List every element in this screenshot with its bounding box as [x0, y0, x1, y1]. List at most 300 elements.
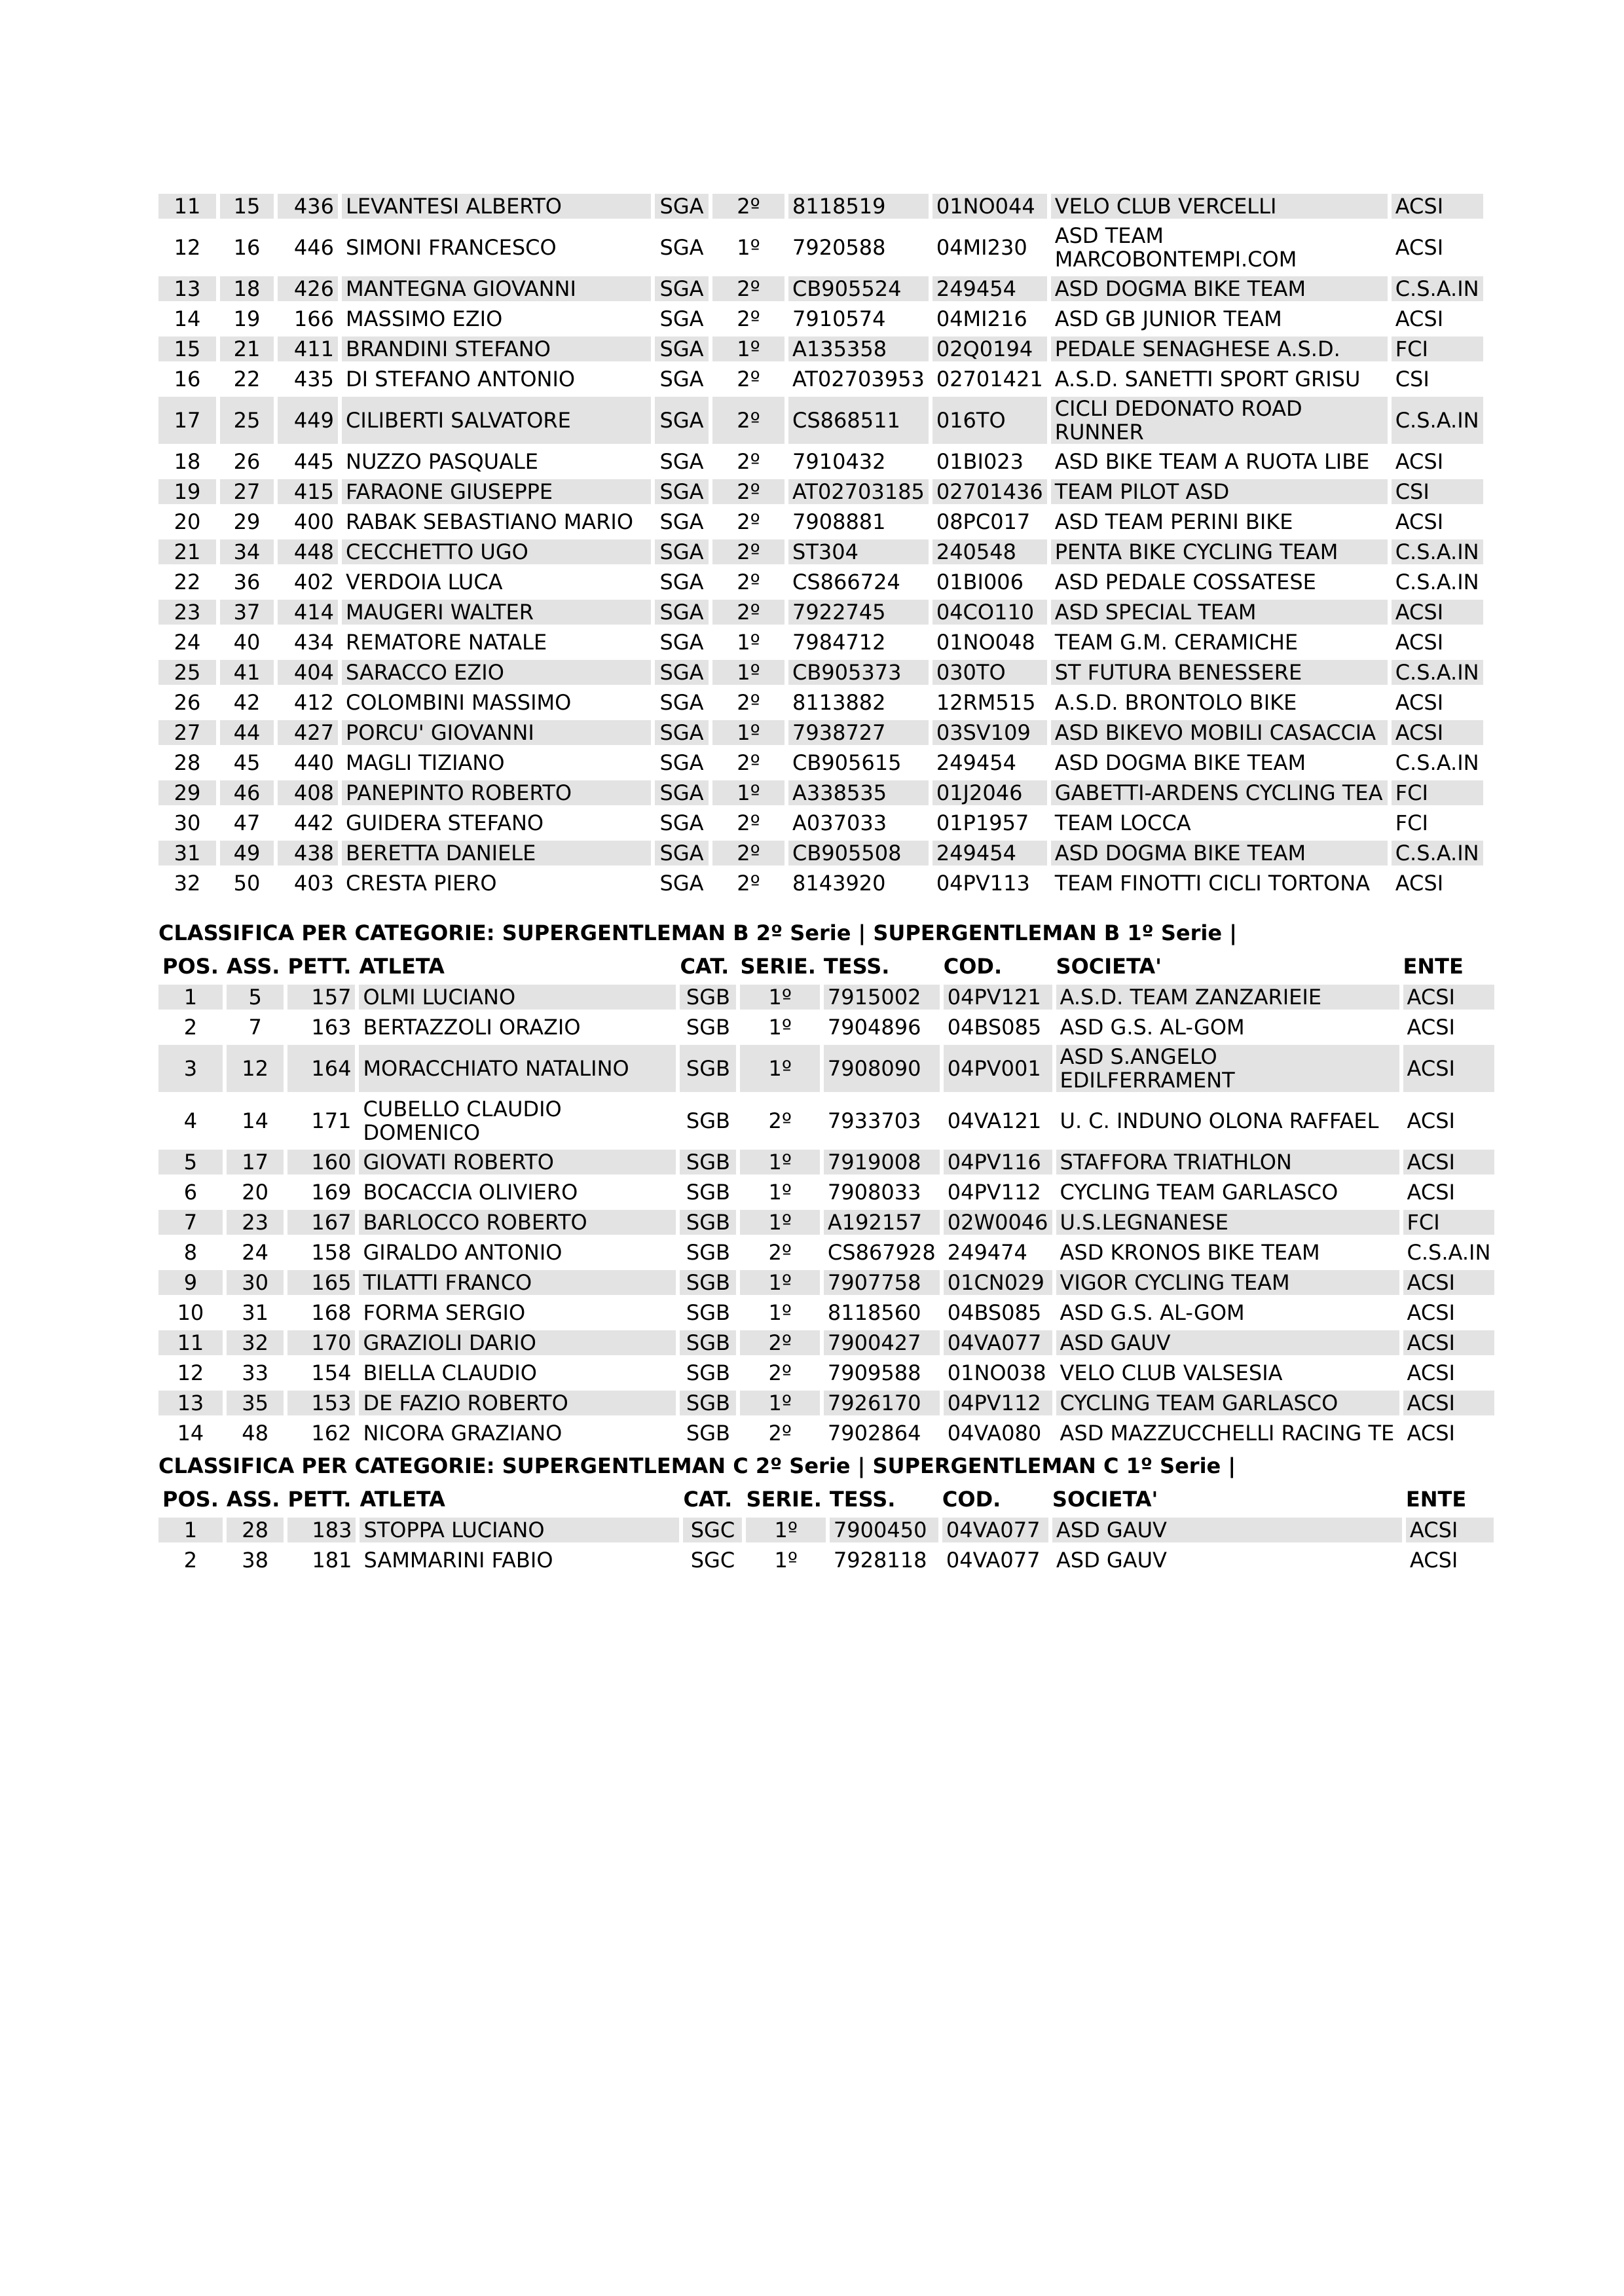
cell-serie: 2º: [709, 811, 784, 835]
cell-pett: 157: [284, 985, 355, 1010]
cell-cat: SGA: [651, 306, 709, 331]
cell-tess: AT02703953: [784, 367, 929, 392]
cell-serie: 1º: [709, 224, 784, 271]
cell-cod: 01BI006: [929, 570, 1047, 594]
cell-cod: 04PV112: [940, 1391, 1052, 1415]
cell-cat: SGB: [676, 1240, 736, 1265]
results-body: [158, 985, 1494, 1446]
cell-cat: SGA: [651, 397, 709, 444]
cell-ente: ACSI: [1402, 1518, 1494, 1542]
cell-pos: 29: [158, 780, 216, 805]
cell-serie: 2º: [709, 750, 784, 775]
table-row: [158, 1097, 1494, 1144]
cell-ente: FCI: [1388, 811, 1483, 835]
cell-pos: 13: [158, 1391, 223, 1415]
cell-ass: 27: [216, 479, 274, 504]
cell-societa: ASD DOGMA BIKE TEAM: [1047, 750, 1388, 775]
cell-tess: 7902864: [820, 1421, 940, 1446]
column-header-ass: ASS.: [226, 954, 280, 979]
cell-ente: ACSI: [1399, 1270, 1495, 1295]
results-header: [158, 1486, 1494, 1512]
cell-ass: 47: [216, 811, 274, 835]
cell-societa: VELO CLUB VERCELLI: [1047, 194, 1388, 219]
results-body: [158, 194, 1483, 896]
cell-pos: 19: [158, 479, 216, 504]
cell-pett: 170: [284, 1330, 355, 1355]
cell-cod: 249454: [929, 276, 1047, 301]
cell-pett: 403: [274, 871, 338, 896]
cell-serie: 2º: [736, 1097, 819, 1144]
cell-atleta: OLMI LUCIANO: [355, 985, 676, 1010]
column-header-ass: ASS.: [226, 1487, 280, 1512]
column-header-cod: COD.: [943, 954, 1003, 979]
cell-tess: CB905615: [784, 750, 929, 775]
cell-cat: SGA: [651, 276, 709, 301]
cell-atleta: FARAONE GIUSEPPE: [338, 479, 651, 504]
cell-cod: 030TO: [929, 660, 1047, 685]
cell-cat: SGB: [676, 1270, 736, 1295]
cell-societa: PENTA BIKE CYCLING TEAM: [1047, 539, 1388, 564]
cell-societa: CICLI DEDONATO ROAD RUNNER: [1047, 397, 1388, 444]
table-row: [158, 720, 1483, 745]
table-row: [158, 1045, 1494, 1092]
cell-societa: VELO CLUB VALSESIA: [1052, 1360, 1399, 1385]
cell-ente: CSI: [1388, 479, 1483, 504]
cell-ente: C.S.A.IN: [1388, 276, 1483, 301]
cell-ente: ACSI: [1402, 1548, 1494, 1573]
cell-ente: FCI: [1388, 337, 1483, 361]
cell-ente: ACSI: [1399, 1180, 1495, 1205]
table-row: [158, 479, 1483, 504]
cell-tess: A135358: [784, 337, 929, 361]
cell-ass: 25: [216, 397, 274, 444]
cell-cat: SGA: [651, 600, 709, 625]
cell-serie: 2º: [709, 194, 784, 219]
cell-cod: 01NO044: [929, 194, 1047, 219]
cell-societa: ST FUTURA BENESSERE: [1047, 660, 1388, 685]
cell-ass: 18: [216, 276, 274, 301]
cell-cod: 04PV116: [940, 1150, 1052, 1175]
header-row: [158, 953, 1494, 979]
cell-pett: 167: [284, 1210, 355, 1235]
table-row: [158, 985, 1494, 1010]
cell-atleta: MANTEGNA GIOVANNI: [338, 276, 651, 301]
cell-cat: SGA: [651, 449, 709, 474]
table-row: [158, 1015, 1494, 1040]
cell-societa: STAFFORA TRIATHLON: [1052, 1150, 1399, 1175]
cell-pett: 427: [274, 720, 338, 745]
cell-pos: 5: [158, 1150, 223, 1175]
cell-pett: 163: [284, 1015, 355, 1040]
column-header-pett: PETT.: [287, 954, 352, 979]
cell-serie: 2º: [709, 449, 784, 474]
table-row: [158, 1300, 1494, 1325]
cell-ente: ACSI: [1399, 1097, 1495, 1144]
cell-cat: SGA: [651, 720, 709, 745]
cell-pett: 404: [274, 660, 338, 685]
cell-cat: SGC: [679, 1548, 742, 1573]
cell-cat: SGB: [676, 1150, 736, 1175]
cell-societa: TEAM LOCCA: [1047, 811, 1388, 835]
cell-pett: 400: [274, 509, 338, 534]
table-row: [158, 1360, 1494, 1385]
cell-ente: ACSI: [1388, 600, 1483, 625]
cell-ente: ACSI: [1399, 1360, 1495, 1385]
cell-pos: 1: [158, 985, 223, 1010]
cell-pos: 30: [174, 811, 201, 835]
cell-societa: ASD GAUV: [1048, 1518, 1402, 1542]
table-row: [158, 1270, 1494, 1295]
cell-pett: 164: [284, 1045, 355, 1092]
cell-cod: 04VA077: [940, 1330, 1052, 1355]
cell-tess: ST304: [784, 539, 929, 564]
cell-serie: 1º: [736, 1180, 819, 1205]
cell-ass: 48: [223, 1421, 284, 1446]
cell-pett: 436: [274, 194, 338, 219]
cell-cat: SGA: [651, 660, 709, 685]
section-title-sgb: CLASSIFICA PER CATEGORIE: SUPERGENTLEMAN B 2º Serie | SUPERGENTLEMAN B 1º Serie |: [158, 920, 1237, 945]
cell-societa: TEAM PILOT ASD: [1047, 479, 1388, 504]
cell-tess: 7909588: [820, 1360, 940, 1385]
cell-societa: ASD MAZZUCCHELLI RACING TE: [1052, 1421, 1399, 1446]
cell-ente: ACSI: [1399, 1330, 1495, 1355]
column-header-ente: ENTE: [1405, 1487, 1467, 1512]
cell-societa: VIGOR CYCLING TEAM: [1052, 1270, 1399, 1295]
cell-societa: ASD KRONOS BIKE TEAM: [1052, 1240, 1399, 1265]
cell-ente: ACSI: [1399, 1391, 1495, 1415]
cell-ass: 31: [223, 1300, 284, 1325]
cell-pett: 411: [274, 337, 338, 361]
cell-societa: TEAM G.M. CERAMICHE: [1047, 630, 1388, 655]
cell-serie: 1º: [709, 720, 784, 745]
column-header-pos: POS.: [162, 954, 219, 979]
table-row: [158, 276, 1483, 301]
cell-pos: 21: [158, 539, 216, 564]
cell-cat: SGB: [676, 1015, 736, 1040]
cell-pett: 169: [284, 1180, 355, 1205]
cell-atleta: GRAZIOLI DARIO: [355, 1330, 676, 1355]
cell-cod: 249454: [929, 841, 1047, 866]
cell-cod: 04PV112: [940, 1180, 1052, 1205]
cell-atleta: SAMMARINI FABIO: [356, 1548, 679, 1573]
cell-ass: 19: [216, 306, 274, 331]
cell-cod: 04PV001: [940, 1045, 1052, 1092]
cell-cat: SGA: [651, 479, 709, 504]
cell-tess: CS867928: [820, 1240, 940, 1265]
cell-pos: 9: [158, 1270, 223, 1295]
cell-pos: 15: [158, 337, 216, 361]
table-row: [158, 1518, 1494, 1542]
cell-atleta: CUBELLO CLAUDIO DOMENICO: [355, 1097, 676, 1144]
cell-atleta: MORACCHIATO NATALINO: [355, 1045, 676, 1092]
table-row: [158, 1150, 1494, 1175]
cell-ente: ACSI: [1399, 1045, 1495, 1092]
cell-pett: 412: [274, 690, 338, 715]
cell-cod: 04BS085: [940, 1300, 1052, 1325]
results-table-sgc: [158, 1481, 1494, 1578]
cell-atleta: STOPPA LUCIANO: [356, 1518, 679, 1542]
cell-pos: 14: [174, 306, 201, 331]
cell-tess: 7926170: [820, 1391, 940, 1415]
cell-serie: 1º: [742, 1548, 825, 1573]
cell-pos: 17: [158, 397, 216, 444]
cell-ente: ACSI: [1399, 1421, 1495, 1446]
cell-societa: A.S.D. SANETTI SPORT GRISU: [1047, 367, 1388, 392]
cell-atleta: TILATTI FRANCO: [355, 1270, 676, 1295]
column-header-atleta: ATLETA: [360, 1487, 445, 1512]
cell-serie: 2º: [709, 539, 784, 564]
cell-serie: 2º: [709, 306, 784, 331]
cell-societa: A.S.D. BRONTOLO BIKE: [1047, 690, 1388, 715]
cell-atleta: BRANDINI STEFANO: [338, 337, 651, 361]
cell-ass: 29: [216, 509, 274, 534]
cell-ass: 49: [216, 841, 274, 866]
table-row: [158, 1330, 1494, 1355]
cell-societa: ASD SPECIAL TEAM: [1047, 600, 1388, 625]
cell-pett: 165: [284, 1270, 355, 1295]
cell-societa: CYCLING TEAM GARLASCO: [1052, 1180, 1399, 1205]
cell-pos: 11: [158, 194, 216, 219]
cell-atleta: NICORA GRAZIANO: [355, 1421, 676, 1446]
cell-atleta: CECCHETTO UGO: [338, 539, 651, 564]
cell-serie: 2º: [736, 1330, 819, 1355]
cell-serie: 2º: [709, 276, 784, 301]
cell-ass: 34: [216, 539, 274, 564]
cell-cat: SGB: [676, 1391, 736, 1415]
cell-tess: 7910574: [784, 306, 929, 331]
cell-atleta: CRESTA PIERO: [338, 871, 651, 896]
cell-atleta: PANEPINTO ROBERTO: [338, 780, 651, 805]
cell-ente: ACSI: [1388, 306, 1483, 331]
cell-ente: ACSI: [1388, 449, 1483, 474]
cell-serie: 1º: [736, 1150, 819, 1175]
cell-pos: 4: [183, 1108, 198, 1133]
cell-pos: 1: [158, 1518, 223, 1542]
cell-atleta: REMATORE NATALE: [338, 630, 651, 655]
cell-tess: 7904896: [820, 1015, 940, 1040]
table-row: [158, 871, 1483, 896]
cell-ente: ACSI: [1388, 509, 1483, 534]
cell-pos: 6: [183, 1180, 198, 1205]
table-row: [158, 194, 1483, 219]
cell-serie: 2º: [736, 1421, 819, 1446]
cell-pos: 22: [174, 570, 201, 594]
cell-serie: 2º: [709, 871, 784, 896]
cell-cat: SGA: [651, 509, 709, 534]
cell-societa: ASD G.S. AL-GOM: [1052, 1300, 1399, 1325]
cell-cat: SGB: [676, 1360, 736, 1385]
section-title-sgc: CLASSIFICA PER CATEGORIE: SUPERGENTLEMAN C 2º Serie | SUPERGENTLEMAN C 1º Serie |: [158, 1453, 1236, 1478]
cell-ass: 24: [223, 1240, 284, 1265]
cell-ente: FCI: [1388, 780, 1483, 805]
table-row: [158, 1548, 1494, 1573]
cell-tess: 7915002: [820, 985, 940, 1010]
cell-societa: ASD TEAM PERINI BIKE: [1047, 509, 1388, 534]
table-row: [158, 1180, 1494, 1205]
cell-ente: C.S.A.IN: [1399, 1240, 1495, 1265]
cell-pos: 27: [158, 720, 216, 745]
cell-serie: 2º: [709, 841, 784, 866]
cell-pett: 448: [274, 539, 338, 564]
cell-societa: ASD BIKEVO MOBILI CASACCIA: [1047, 720, 1388, 745]
cell-cod: 04PV113: [929, 871, 1047, 896]
cell-pett: 162: [284, 1421, 355, 1446]
cell-cat: SGA: [651, 811, 709, 835]
cell-cod: 249474: [940, 1240, 1052, 1265]
cell-pett: 426: [274, 276, 338, 301]
cell-societa: ASD TEAM MARCOBONTEMPI.COM: [1047, 224, 1388, 271]
cell-cod: 04VA077: [938, 1548, 1048, 1573]
cell-atleta: BERTAZZOLI ORAZIO: [355, 1015, 676, 1040]
cell-tess: CB905508: [784, 841, 929, 866]
cell-pett: 438: [274, 841, 338, 866]
cell-pos: 12: [174, 235, 201, 260]
cell-cat: SGA: [651, 630, 709, 655]
cell-serie: 1º: [736, 1300, 819, 1325]
cell-ente: ACSI: [1388, 194, 1483, 219]
cell-societa: U. C. INDUNO OLONA RAFFAEL: [1052, 1097, 1399, 1144]
cell-cod: 12RM515: [929, 690, 1047, 715]
cell-ass: 16: [216, 224, 274, 271]
cell-cod: 249454: [929, 750, 1047, 775]
cell-ass: 40: [216, 630, 274, 655]
cell-tess: 8118560: [820, 1300, 940, 1325]
cell-ass: 28: [223, 1518, 284, 1542]
cell-tess: CB905524: [784, 276, 929, 301]
cell-ente: ACSI: [1399, 1015, 1495, 1040]
cell-societa: ASD DOGMA BIKE TEAM: [1047, 276, 1388, 301]
cell-ass: 44: [216, 720, 274, 745]
cell-pos: 7: [158, 1210, 223, 1235]
cell-ente: ACSI: [1388, 224, 1483, 271]
cell-serie: 1º: [736, 1045, 819, 1092]
cell-cat: SGA: [651, 570, 709, 594]
cell-ass: 46: [216, 780, 274, 805]
column-header-ente: ENTE: [1403, 954, 1464, 979]
cell-ente: C.S.A.IN: [1388, 841, 1483, 866]
table-row: [158, 224, 1483, 271]
cell-cod: 240548: [929, 539, 1047, 564]
cell-ente: ACSI: [1399, 1300, 1495, 1325]
cell-ass: 36: [216, 570, 274, 594]
cell-atleta: GUIDERA STEFANO: [338, 811, 651, 835]
cell-serie: 2º: [736, 1240, 819, 1265]
column-header-cat: CAT.: [683, 1487, 733, 1512]
cell-pett: 434: [274, 630, 338, 655]
cell-cat: SGA: [651, 780, 709, 805]
cell-pos: 14: [177, 1421, 204, 1446]
cell-cod: 03SV109: [929, 720, 1047, 745]
cell-pett: 435: [274, 367, 338, 392]
cell-ente: C.S.A.IN: [1388, 750, 1483, 775]
cell-pett: 168: [284, 1300, 355, 1325]
cell-tess: 7910432: [784, 449, 929, 474]
cell-ass: 15: [216, 194, 274, 219]
results-header: [158, 953, 1494, 979]
cell-pos: 31: [158, 841, 216, 866]
cell-pos: 25: [158, 660, 216, 685]
column-header-serie: SERIE.: [746, 1487, 822, 1512]
cell-societa: PEDALE SENAGHESE A.S.D.: [1047, 337, 1388, 361]
cell-pett: 171: [284, 1097, 355, 1144]
cell-pos: 10: [177, 1300, 204, 1325]
cell-ente: FCI: [1399, 1210, 1495, 1235]
cell-pos: 28: [174, 750, 201, 775]
cell-atleta: BERETTA DANIELE: [338, 841, 651, 866]
cell-serie: 1º: [736, 985, 819, 1010]
cell-cod: 01NO038: [940, 1360, 1052, 1385]
table-row: [158, 690, 1483, 715]
cell-cod: 04VA077: [938, 1518, 1048, 1542]
cell-pos: 16: [174, 367, 201, 392]
table-row: [158, 397, 1483, 444]
column-header-tess: TESS.: [823, 954, 890, 979]
table-row: [158, 660, 1483, 685]
table-row: [158, 1210, 1494, 1235]
cell-cat: SGB: [676, 1097, 736, 1144]
cell-cod: 01J2046: [929, 780, 1047, 805]
cell-cod: 02W0046: [940, 1210, 1052, 1235]
cell-serie: 1º: [742, 1518, 825, 1542]
cell-pett: 445: [274, 449, 338, 474]
table-row: [158, 811, 1483, 835]
cell-tess: 7908881: [784, 509, 929, 534]
cell-cod: 04PV121: [940, 985, 1052, 1010]
cell-societa: ASD BIKE TEAM A RUOTA LIBE: [1047, 449, 1388, 474]
cell-ass: 32: [223, 1330, 284, 1355]
cell-atleta: DI STEFANO ANTONIO: [338, 367, 651, 392]
cell-cod: 01BI023: [929, 449, 1047, 474]
cell-pett: 408: [274, 780, 338, 805]
cell-pett: 402: [274, 570, 338, 594]
cell-societa: U.S.LEGNANESE: [1052, 1210, 1399, 1235]
cell-cod: 04MI216: [929, 306, 1047, 331]
cell-pett: 449: [274, 397, 338, 444]
cell-tess: CB905373: [784, 660, 929, 685]
cell-pos: 32: [174, 871, 201, 896]
cell-ente: C.S.A.IN: [1388, 539, 1483, 564]
cell-pett: 183: [284, 1518, 356, 1542]
results-table-sgb: [158, 948, 1494, 1451]
cell-tess: 7984712: [784, 630, 929, 655]
column-header-cod: COD.: [942, 1487, 1001, 1512]
cell-tess: 7938727: [784, 720, 929, 745]
cell-cod: 02Q0194: [929, 337, 1047, 361]
column-header-pos: POS.: [162, 1487, 219, 1512]
cell-pos: 12: [177, 1360, 204, 1385]
cell-ente: ACSI: [1388, 690, 1483, 715]
cell-atleta: BIELLA CLAUDIO: [355, 1360, 676, 1385]
table-row: [158, 600, 1483, 625]
cell-pos: 2: [183, 1548, 198, 1573]
cell-tess: A192157: [820, 1210, 940, 1235]
cell-pos: 13: [158, 276, 216, 301]
cell-ass: 14: [223, 1097, 284, 1144]
cell-atleta: VERDOIA LUCA: [338, 570, 651, 594]
cell-pett: 160: [284, 1150, 355, 1175]
cell-cod: 016TO: [929, 397, 1047, 444]
cell-societa: TEAM FINOTTI CICLI TORTONA: [1047, 871, 1388, 896]
cell-serie: 1º: [736, 1391, 819, 1415]
cell-tess: AT02703185: [784, 479, 929, 504]
cell-tess: CS868511: [784, 397, 929, 444]
cell-cat: SGA: [651, 871, 709, 896]
cell-atleta: BARLOCCO ROBERTO: [355, 1210, 676, 1235]
cell-ass: 20: [223, 1180, 284, 1205]
table-row: [158, 630, 1483, 655]
column-header-cat: CAT.: [680, 954, 729, 979]
cell-tess: 7919008: [820, 1150, 940, 1175]
